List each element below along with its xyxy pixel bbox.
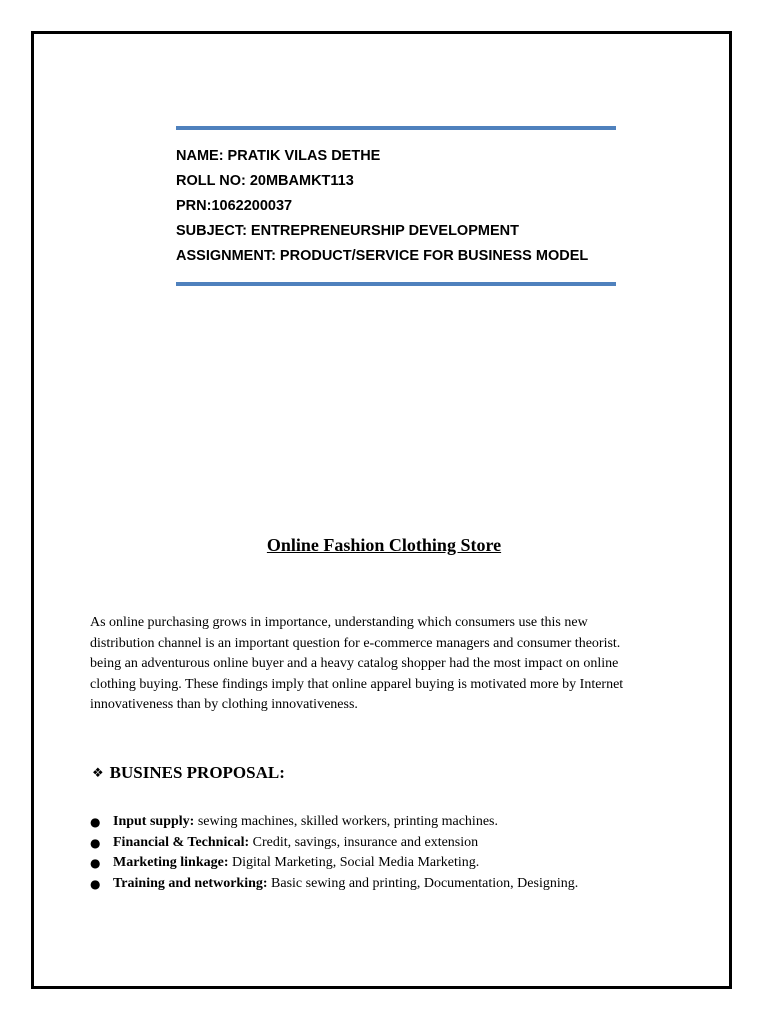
list-item-label: Training and networking: bbox=[113, 875, 268, 891]
proposal-heading-text: BUSINES PROPOSAL: bbox=[109, 763, 285, 782]
list-item-label: Input supply: bbox=[113, 814, 195, 829]
proposal-heading bbox=[92, 763, 285, 783]
student-info-lines bbox=[176, 144, 616, 269]
intro-line: As online purchasing grows in importance, understanding which consumers use this new bbox=[90, 615, 588, 630]
bottom-rule bbox=[176, 282, 616, 286]
list-item-text: Digital Marketing, Social Media Marketing. bbox=[228, 855, 480, 870]
list-item-text: Credit, savings, insurance and extension bbox=[249, 834, 479, 850]
list-item-text: Basic sewing and printing, Documentation, Designing. bbox=[267, 875, 579, 891]
bullet-icon: ● bbox=[90, 815, 101, 829]
student-info-block bbox=[176, 126, 616, 286]
subject: SUBJECT: ENTREPRENEURSHIP DEVELOPMENT bbox=[176, 223, 519, 239]
bullet-icon: ● bbox=[90, 856, 101, 870]
list-item-label: Financial & Technical: bbox=[113, 834, 250, 850]
list-item bbox=[90, 874, 710, 895]
intro-paragraph bbox=[90, 613, 690, 716]
bullet-icon: ● bbox=[90, 876, 101, 891]
document-title: Online Fashion Clothing Store bbox=[266, 535, 502, 555]
list-item bbox=[90, 853, 710, 874]
prn-number: PRN:1062200037 bbox=[176, 198, 293, 214]
assignment: ASSIGNMENT: PRODUCT/SERVICE FOR BUSINESS MODEL bbox=[176, 248, 589, 264]
roll-number: ROLL NO: 20MBAMKT113 bbox=[176, 173, 354, 189]
list-item bbox=[90, 812, 710, 833]
intro-line: innovativeness than by clothing innovativeness. bbox=[90, 697, 358, 712]
intro-line: being an adventurous online buyer and a heavy catalog shopper had the most impact on online bbox=[90, 656, 619, 671]
diamond-bullet-icon: ❖ bbox=[92, 766, 104, 781]
list-item-text: sewing machines, skilled workers, printing machines. bbox=[194, 814, 498, 829]
top-rule bbox=[176, 126, 616, 130]
student-name: NAME: PRATIK VILAS DETHE bbox=[176, 148, 381, 164]
intro-line: distribution channel is an important question for e-commerce managers and consumer theorist. bbox=[90, 635, 621, 651]
intro-line: clothing buying. These findings imply that online apparel buying is motivated more by Internet bbox=[90, 676, 624, 692]
list-item bbox=[90, 833, 710, 854]
proposal-list bbox=[90, 812, 710, 894]
bullet-icon: ● bbox=[90, 835, 101, 850]
list-item-label: Marketing linkage: bbox=[113, 855, 229, 870]
